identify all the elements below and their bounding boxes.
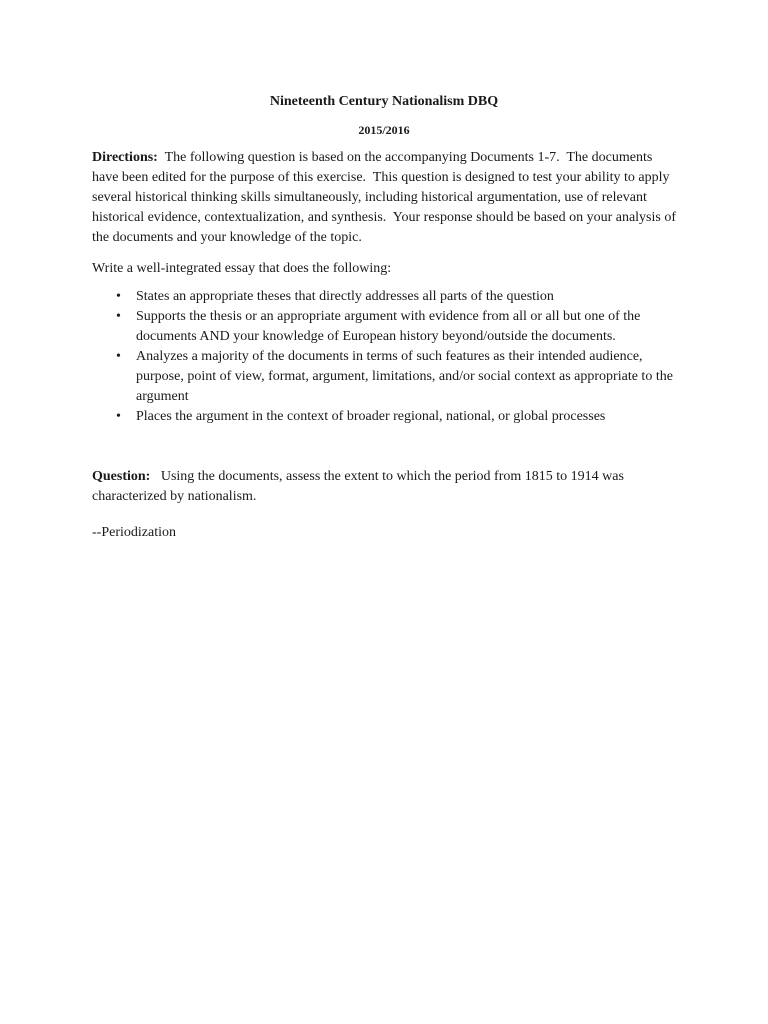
list-item [92,347,676,407]
directions-paragraph [92,148,680,248]
requirement-text: Analyzes a majority of the documents in terms of such features as their intended audience, purpose, point of view, format, argument, limitations, and/or social context as appropriate to the argument [136,349,673,404]
question-label: Question: [92,469,151,484]
requirement-text: States an appropriate theses that directly addresses all parts of the question [136,289,554,304]
question-text: Using the documents, assess the extent to which the period from 1815 to 1914 was characterized by nationalism. [92,469,628,504]
bullet-icon: • [116,289,121,304]
bullet-icon: • [116,349,121,364]
requirement-text: Supports the thesis or an appropriate argument with evidence from all or all but one of the documents AND your knowledge of European history beyond/outside the documents. [136,309,641,344]
essay-instructions: Write a well-integrated essay that does the following: [92,261,392,276]
directions-text: The following question is based on the accompanying Documents 1-7. The documents have been edited for the purpose of this exercise. This question is designed to test your ability to apply several historical thinking skills simultaneously, including historical argumentation, use of relevant historical evidence, contextualization, and synthesis. Your response should be based on your analysis of the documents and your knowledge of the topic. [92,150,680,245]
document-title: Nineteenth Century Nationalism DBQ [269,94,499,109]
directions-label: Directions: [92,150,158,165]
list-item [92,407,676,427]
bullet-icon: • [116,309,121,324]
document-year: 2015/2016 [358,123,410,137]
question-paragraph [92,467,676,507]
bullet-icon: • [116,409,121,424]
list-item [92,287,676,307]
periodization-note: --Periodization [92,525,176,540]
requirements-list [92,287,676,427]
list-item [92,307,676,347]
requirement-text: Places the argument in the context of broader regional, national, or global processes [136,409,606,424]
